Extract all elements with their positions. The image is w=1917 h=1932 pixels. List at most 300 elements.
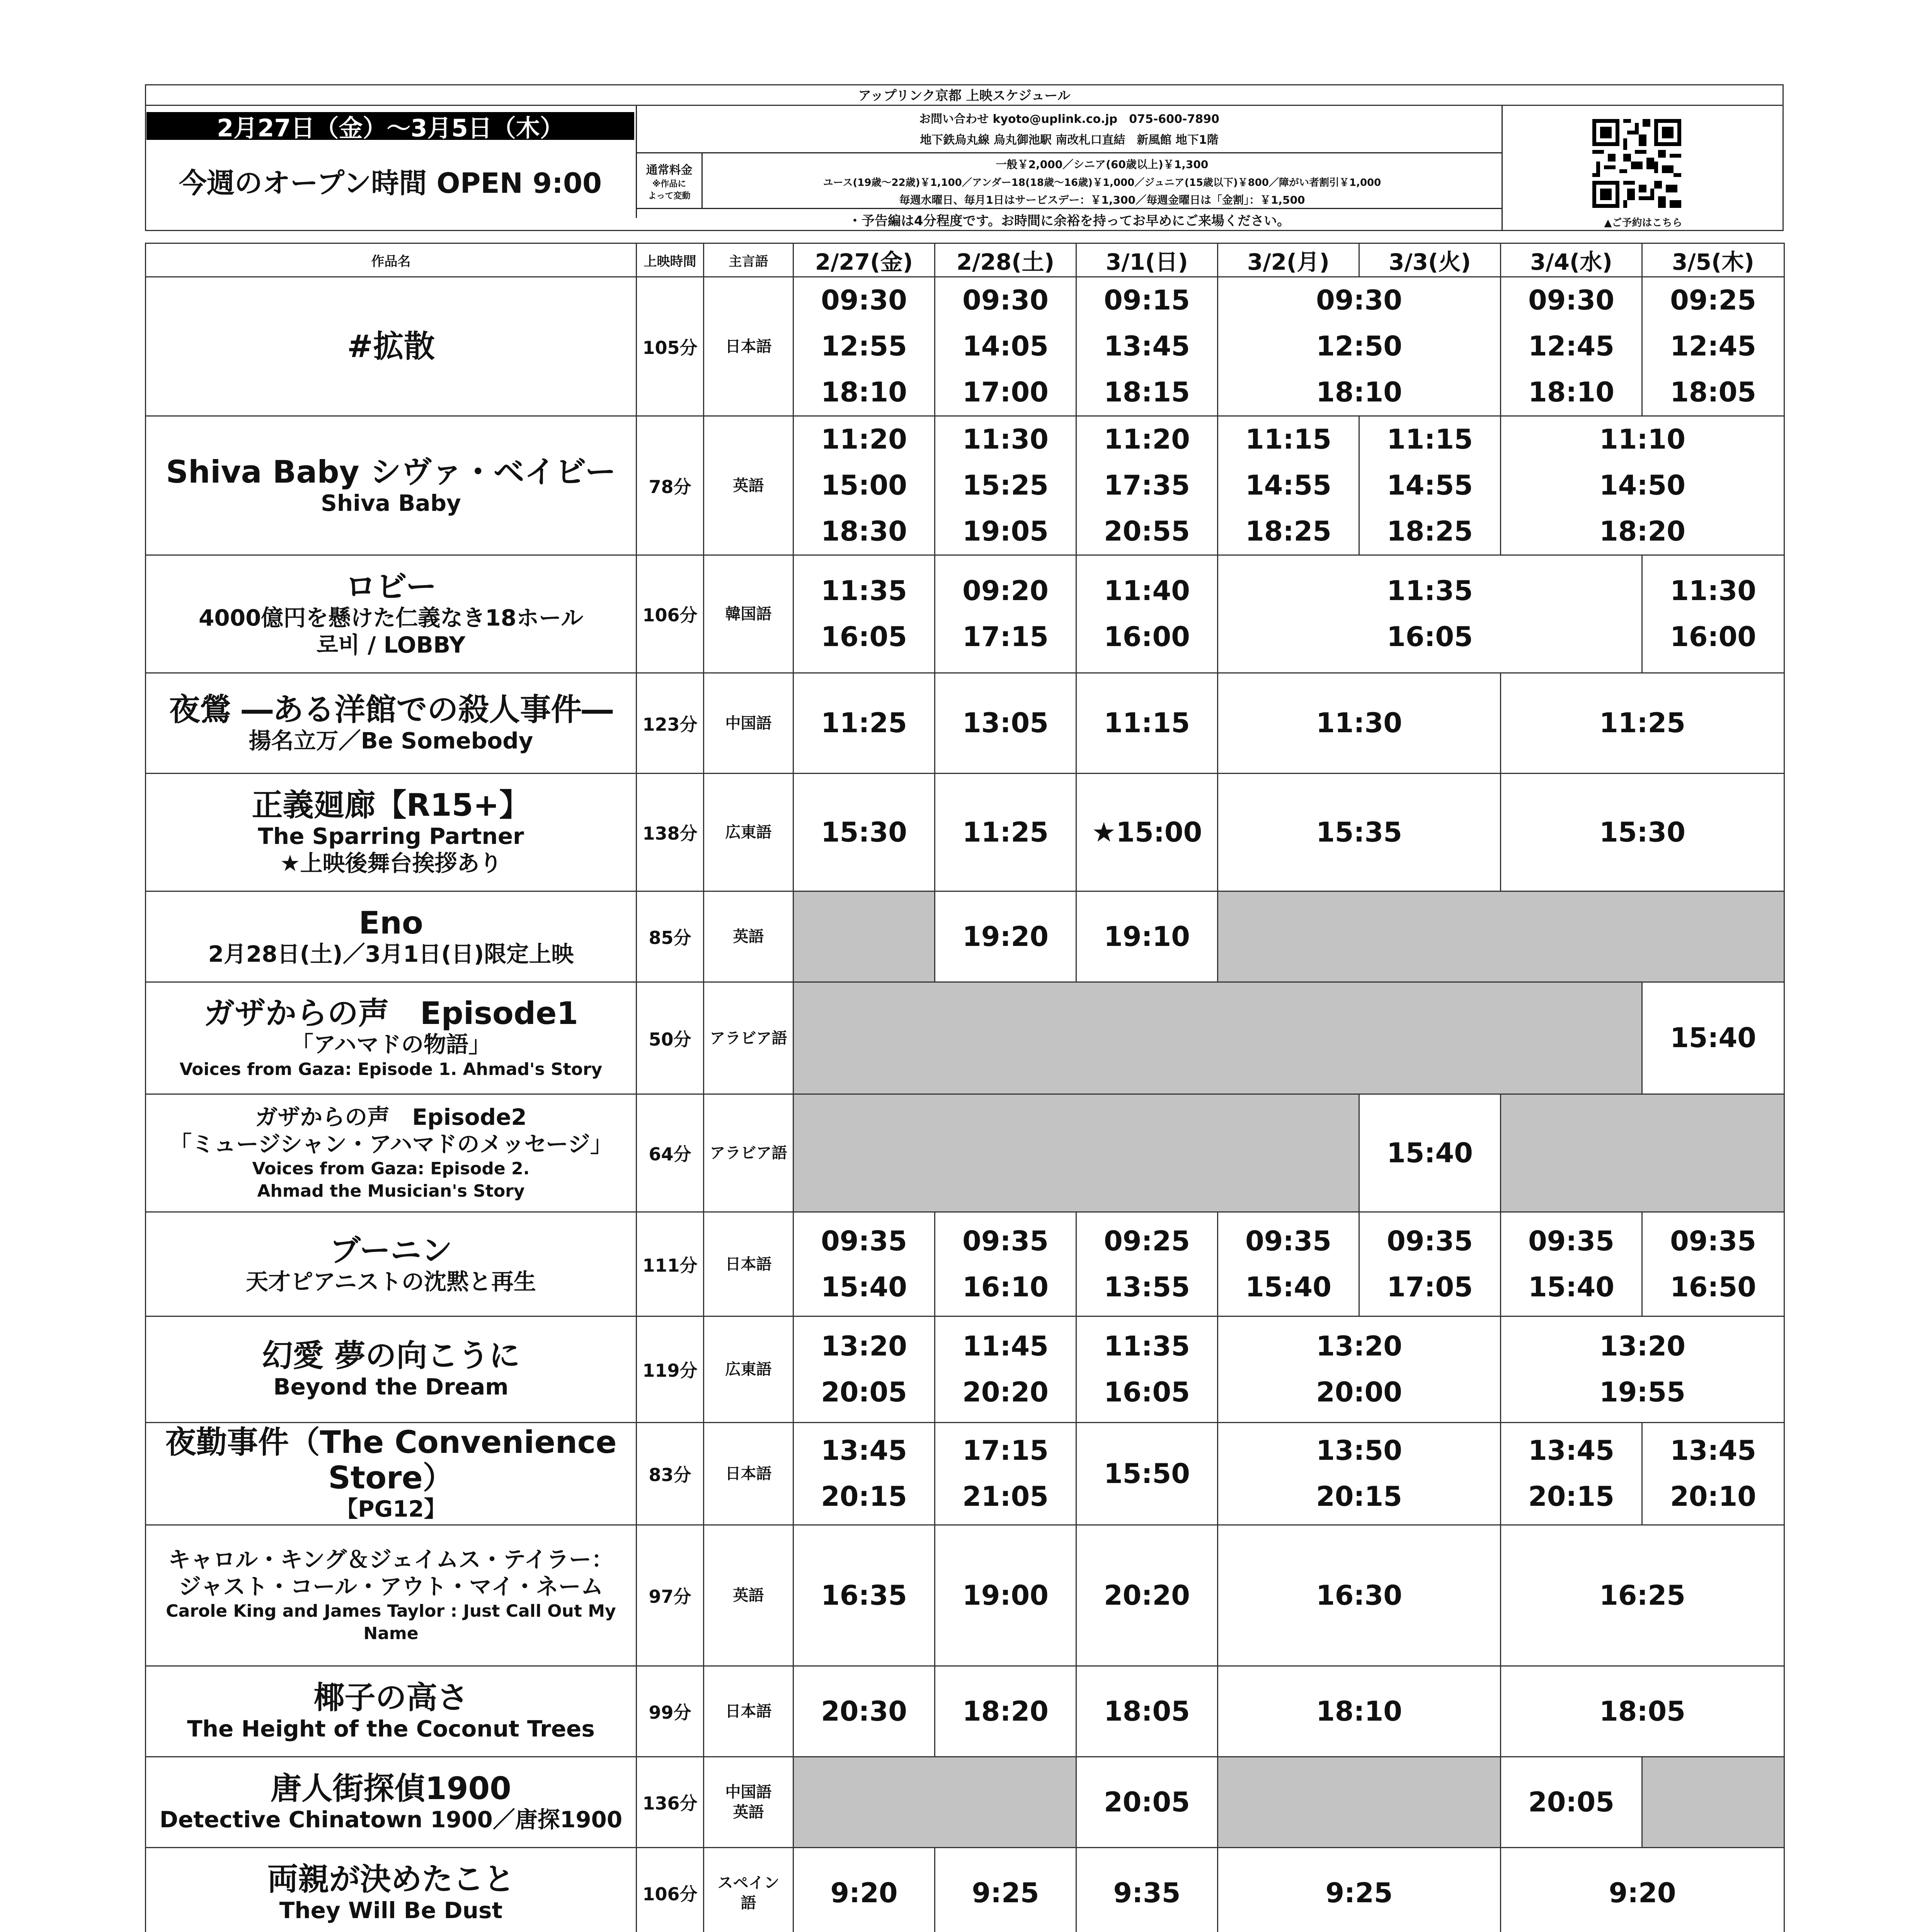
showtime[interactable]: 16:25: [1599, 1579, 1685, 1611]
film-title-line: ガザからの声 Episode2: [255, 1104, 527, 1131]
film-duration: 123分: [637, 673, 704, 774]
showtime[interactable]: 19:20: [962, 920, 1049, 952]
schedule-sheet: [145, 84, 1784, 1932]
showtime[interactable]: 11:40: [1104, 575, 1190, 607]
showtime[interactable]: 20:15: [821, 1481, 907, 1512]
film-row: [146, 1094, 1784, 1212]
showtime[interactable]: 09:30: [962, 284, 1049, 316]
film-row: [146, 1666, 1784, 1757]
showtime-cell: [1501, 774, 1784, 891]
showtime-cell: [935, 1666, 1076, 1757]
showtime-cell: [1218, 555, 1642, 673]
schedule-table: [145, 243, 1785, 1932]
film-row: [146, 982, 1784, 1094]
film-language-line: 日本語: [725, 1255, 772, 1273]
film-language: [704, 1848, 793, 1932]
film-language-line: アラビア語: [710, 1144, 787, 1162]
showtime-cell: [793, 1316, 935, 1423]
col-date-0302: 3/2(月): [1218, 243, 1359, 277]
showtime-cell: [1076, 277, 1218, 416]
film-language: [704, 1094, 793, 1212]
film-title-line: Beyond the Dream: [273, 1374, 509, 1400]
film-title-line: Voices from Gaza: Episode 1. Ahmad's Story: [179, 1059, 603, 1079]
film-language-line: 英語: [733, 1587, 764, 1604]
film-row: [146, 1848, 1784, 1932]
showtime-cell: [1501, 1212, 1642, 1316]
showtime[interactable]: 11:30: [1670, 575, 1756, 607]
film-title-line: ★上映後舞台挨拶あり: [280, 850, 502, 876]
film-language-line: 英語: [733, 928, 764, 946]
showtime[interactable]: 13:55: [1104, 1271, 1190, 1303]
showtime[interactable]: 16:00: [1670, 621, 1756, 653]
film-title-line: 両親が決めたこと: [267, 1861, 515, 1898]
film-language-line: 日本語: [725, 337, 772, 355]
col-date-0304: 3/4(水): [1501, 243, 1642, 277]
showtime[interactable]: 15:30: [821, 816, 907, 848]
showtime[interactable]: 12:50: [1316, 330, 1402, 362]
showtime[interactable]: ★15:00: [1091, 816, 1202, 848]
showtime[interactable]: 9:35: [1113, 1877, 1181, 1909]
showtime[interactable]: 20:55: [1104, 515, 1190, 547]
showtime[interactable]: 16:10: [962, 1271, 1049, 1303]
showtime[interactable]: 20:10: [1670, 1481, 1756, 1512]
showtime[interactable]: 16:05: [1387, 621, 1473, 653]
showtime-cell: [1218, 1525, 1501, 1666]
no-screening-cell: [793, 891, 935, 982]
showtime[interactable]: 16:30: [1316, 1579, 1402, 1611]
showtime[interactable]: 13:20: [1599, 1330, 1685, 1362]
film-title-line: 2月28日(土)／3月1日(日)限定上映: [208, 941, 574, 968]
film-title-cell: [146, 1525, 637, 1666]
film-row: [146, 673, 1784, 774]
showtime-cell: [793, 416, 935, 555]
showtime[interactable]: 9:20: [830, 1877, 898, 1909]
film-language-line: 広東語: [725, 1361, 772, 1378]
film-title-cell: [146, 1757, 637, 1848]
col-date-0228: 2/28(土): [935, 243, 1076, 277]
showtime-cell: [1218, 1212, 1359, 1316]
col-duration: 上映時間: [637, 243, 704, 277]
film-duration: 105分: [637, 277, 704, 416]
showtime[interactable]: 12:45: [1670, 330, 1756, 362]
showtime[interactable]: 18:10: [1316, 376, 1402, 408]
showtime[interactable]: 15:40: [821, 1271, 907, 1303]
price-discounts: ユース(19歳～22歳)￥1,100／アンダー18(18歳～16歳)￥1,000／ジュニア(15歳以下)￥800／障がい者割引￥1,000: [823, 177, 1381, 189]
film-title-cell: [146, 416, 637, 555]
film-row: [146, 416, 1784, 555]
showtime[interactable]: 18:20: [1599, 515, 1685, 547]
showtime[interactable]: 14:50: [1599, 469, 1685, 501]
film-duration: 78分: [637, 416, 704, 555]
showtime[interactable]: 13:20: [821, 1330, 907, 1362]
showtime[interactable]: 19:55: [1599, 1376, 1685, 1408]
showtime[interactable]: 09:20: [962, 575, 1049, 607]
no-screening-cell: [1218, 891, 1784, 982]
price-general: 一般￥2,000／シニア(60歳以上)￥1,300: [996, 158, 1209, 171]
showtime-cell: [1501, 416, 1784, 555]
showtime[interactable]: 09:15: [1104, 284, 1190, 316]
film-title-line: 揚名立万／Be Somebody: [249, 727, 533, 754]
no-screening-cell: [1642, 1757, 1784, 1848]
film-language: [704, 416, 793, 555]
showtime[interactable]: 18:15: [1104, 376, 1190, 408]
film-duration: 64分: [637, 1094, 704, 1212]
showtime-cell: [1642, 277, 1784, 416]
showtime[interactable]: 17:15: [962, 1435, 1049, 1466]
film-duration: 136分: [637, 1757, 704, 1848]
film-duration: 97分: [637, 1525, 704, 1666]
showtime[interactable]: 11:35: [821, 575, 907, 607]
contact-info: お問い合わせ kyoto@uplink.co.jp 075-600-7890: [919, 112, 1219, 126]
showtime-cell: [1218, 673, 1501, 774]
film-duration: 83分: [637, 1423, 704, 1525]
film-language-line: 中国語: [725, 714, 772, 732]
film-language-line: 英語: [733, 1803, 764, 1821]
showtime[interactable]: 11:25: [821, 707, 907, 739]
showtime-cell: [793, 1848, 935, 1932]
showtime-cell: [793, 555, 935, 673]
film-row: [146, 1316, 1784, 1423]
schedule-header: [145, 84, 1784, 231]
showtime-cell: [1218, 774, 1501, 891]
film-title-cell: [146, 1666, 637, 1757]
showtime[interactable]: 12:55: [821, 330, 907, 362]
film-title-line: ガザからの声 Episode1: [203, 995, 579, 1032]
film-row: [146, 555, 1784, 673]
film-title-line: The Sparring Partner: [258, 823, 524, 850]
film-title-cell: [146, 891, 637, 982]
film-language: [704, 277, 793, 416]
showtime-cell: [793, 673, 935, 774]
showtime[interactable]: 09:30: [821, 284, 907, 316]
showtime[interactable]: 18:30: [821, 515, 907, 547]
showtime-cell: [1359, 416, 1501, 555]
column-header-row: [146, 243, 1784, 277]
showtime[interactable]: 11:30: [962, 423, 1049, 455]
showtime[interactable]: 17:00: [962, 376, 1049, 408]
showtime[interactable]: 11:45: [962, 1330, 1049, 1362]
showtime[interactable]: 11:20: [821, 423, 907, 455]
showtime[interactable]: 15:40: [1245, 1271, 1331, 1303]
film-language: [704, 1525, 793, 1666]
film-title-line: Ahmad the Musician's Story: [257, 1181, 525, 1201]
showtime[interactable]: 11:35: [1387, 575, 1473, 607]
showtime-cell: [793, 1423, 935, 1525]
showtime-cell: [935, 774, 1076, 891]
film-title-cell: [146, 1316, 637, 1423]
film-title-line: 夜鶯 ―ある洋館での殺人事件―: [169, 691, 613, 728]
showtime[interactable]: 13:45: [821, 1435, 907, 1466]
showtime[interactable]: 11:30: [1316, 707, 1402, 739]
showtime-cell: [1501, 277, 1642, 416]
showtime[interactable]: 20:30: [821, 1695, 907, 1727]
film-title-cell: [146, 1848, 637, 1932]
showtime[interactable]: 12:45: [1528, 330, 1614, 362]
showtime-cell: [1642, 555, 1784, 673]
trailer-note: ・予告編は4分程度です。お時間に余裕を持ってお早めにご来場ください。: [848, 213, 1290, 229]
showtime-cell: [1076, 1848, 1218, 1932]
qr-caption: ▲ご予約はこちら: [1604, 217, 1682, 229]
film-duration: 99分: [637, 1666, 704, 1757]
showtime[interactable]: 14:55: [1387, 469, 1473, 501]
film-language: [704, 1423, 793, 1525]
film-title-line: 「ミュージシャン・アハマドのメッセージ」: [169, 1131, 613, 1157]
showtime[interactable]: 11:25: [962, 816, 1049, 848]
film-title-line: 【PG12】: [335, 1496, 446, 1522]
showtime-cell: [1501, 1848, 1784, 1932]
film-title-line: Voices from Gaza: Episode 2.: [252, 1159, 530, 1179]
showtime[interactable]: 11:35: [1104, 1330, 1190, 1362]
film-title-line: 椰子の高さ: [313, 1680, 468, 1716]
qr-code-icon[interactable]: [1592, 119, 1681, 208]
showtime-cell: [935, 1848, 1076, 1932]
showtime[interactable]: 18:20: [962, 1695, 1049, 1727]
film-row: [146, 891, 1784, 982]
film-title-line: 「アハマドの物語」: [291, 1031, 491, 1058]
showtime-cell: [935, 891, 1076, 982]
showtime[interactable]: 19:05: [962, 515, 1049, 547]
showtime[interactable]: 20:20: [962, 1376, 1049, 1408]
film-duration: 111分: [637, 1212, 704, 1316]
showtime[interactable]: 13:50: [1316, 1435, 1402, 1466]
film-title-line: 正義廻廊【R15+】: [252, 787, 530, 823]
showtime[interactable]: 09:25: [1670, 284, 1756, 316]
showtime-cell: [1076, 1757, 1218, 1848]
showtime-cell: [1076, 1423, 1218, 1525]
col-language: 主言語: [704, 243, 793, 277]
open-time: 今週のオープン時間 OPEN 9:00: [179, 167, 602, 199]
film-language-line: 広東語: [725, 823, 772, 841]
showtime-cell: [1501, 1423, 1642, 1525]
film-title-cell: [146, 555, 637, 673]
showtime[interactable]: 17:35: [1104, 469, 1190, 501]
col-date-0305: 3/5(木): [1642, 243, 1784, 277]
film-title-line: The Height of the Coconut Trees: [187, 1716, 595, 1742]
film-title-line: 唐人街探偵1900: [271, 1770, 511, 1807]
no-screening-cell: [1501, 1094, 1784, 1212]
showtime-cell: [793, 1212, 935, 1316]
film-title-cell: [146, 1094, 637, 1212]
col-date-0301: 3/1(日): [1076, 243, 1218, 277]
showtime[interactable]: 11:25: [1599, 707, 1685, 739]
showtime-cell: [1218, 1848, 1501, 1932]
showtime[interactable]: 20:05: [821, 1376, 907, 1408]
showtime[interactable]: 15:50: [1104, 1458, 1190, 1490]
showtime-cell: [1076, 1666, 1218, 1757]
film-title-line: ロビー: [345, 569, 437, 605]
showtime-cell: [935, 555, 1076, 673]
film-language: [704, 555, 793, 673]
showtime[interactable]: 11:15: [1245, 423, 1331, 455]
showtime-cell: [1218, 1666, 1501, 1757]
showtime[interactable]: 20:05: [1104, 1786, 1190, 1818]
showtime[interactable]: 17:05: [1387, 1271, 1473, 1303]
film-duration: 85分: [637, 891, 704, 982]
no-screening-cell: [1218, 1757, 1501, 1848]
showtime[interactable]: 20:20: [1104, 1579, 1190, 1611]
sheet-title: アップリンク京都 上映スケジュール: [145, 84, 1784, 106]
showtime-cell: [1642, 1212, 1784, 1316]
showtime[interactable]: 14:55: [1245, 469, 1331, 501]
showtime[interactable]: 15:40: [1670, 1022, 1756, 1054]
film-language: [704, 1757, 793, 1848]
film-duration: 106分: [637, 1848, 704, 1932]
showtime[interactable]: 09:35: [1528, 1225, 1614, 1257]
showtime[interactable]: 18:05: [1670, 376, 1756, 408]
showtime[interactable]: 09:35: [821, 1225, 907, 1257]
showtime-cell: [1501, 1757, 1642, 1848]
showtime[interactable]: 15:30: [1599, 816, 1685, 848]
showtime-cell: [1076, 891, 1218, 982]
showtime[interactable]: 18:25: [1387, 515, 1473, 547]
film-title-line: They Will Be Dust: [279, 1897, 503, 1924]
showtime[interactable]: 9:25: [1325, 1877, 1393, 1909]
showtime[interactable]: 09:30: [1528, 284, 1614, 316]
showtime[interactable]: 09:35: [1245, 1225, 1331, 1257]
film-language-line: スペイン: [717, 1874, 780, 1892]
no-screening-cell: [793, 1094, 1359, 1212]
col-title: 作品名: [146, 243, 637, 277]
showtime[interactable]: 13:05: [962, 707, 1049, 739]
showtime-cell: [793, 1525, 935, 1666]
showtime[interactable]: 15:40: [1528, 1271, 1614, 1303]
film-language: [704, 982, 793, 1094]
film-row: [146, 1423, 1784, 1525]
film-language-line: 英語: [733, 476, 764, 495]
showtime[interactable]: 09:35: [1670, 1225, 1756, 1257]
showtime[interactable]: 15:35: [1316, 816, 1402, 848]
showtime[interactable]: 13:45: [1104, 330, 1190, 362]
showtime[interactable]: 09:35: [962, 1225, 1049, 1257]
film-language: [704, 673, 793, 774]
showtime[interactable]: 18:05: [1599, 1695, 1685, 1727]
film-title-line: ジャスト・コール・アウト・マイ・ネーム: [179, 1573, 603, 1600]
showtime[interactable]: 16:50: [1670, 1271, 1756, 1303]
showtime[interactable]: 16:05: [821, 621, 907, 653]
showtime[interactable]: 9:25: [972, 1877, 1039, 1909]
film-row: [146, 1525, 1784, 1666]
film-title-line: Carole King and James Taylor : Just Call Out My Name: [166, 1601, 616, 1643]
showtime[interactable]: 11:15: [1104, 707, 1190, 739]
showtime[interactable]: 14:05: [962, 330, 1049, 362]
film-language: [704, 1666, 793, 1757]
showtime[interactable]: 20:15: [1528, 1481, 1614, 1512]
showtime-cell: [1642, 1423, 1784, 1525]
film-language: [704, 1212, 793, 1316]
film-row: [146, 774, 1784, 891]
showtime[interactable]: 19:10: [1104, 920, 1190, 952]
film-title-line: 4000億円を懸けた仁義なき18ホール: [199, 605, 583, 631]
film-language-line: 語: [741, 1894, 756, 1912]
showtime-cell: [1076, 416, 1218, 555]
film-title-line: 로비 / LOBBY: [316, 632, 466, 658]
col-date-0303: 3/3(火): [1359, 243, 1501, 277]
showtime-cell: [935, 1316, 1076, 1423]
no-screening-cell: [793, 982, 1642, 1094]
film-duration: 50分: [637, 982, 704, 1094]
film-duration: 119分: [637, 1316, 704, 1423]
film-title-line: Shiva Baby: [321, 490, 461, 516]
showtime[interactable]: 18:10: [821, 376, 907, 408]
showtime[interactable]: 09:35: [1387, 1225, 1473, 1257]
film-language-line: 中国語: [725, 1783, 772, 1801]
film-duration: 138分: [637, 774, 704, 891]
showtime[interactable]: 09:30: [1316, 284, 1402, 316]
film-title-line: Shiva Baby シヴァ・ベイビー: [166, 454, 616, 490]
showtime-cell: [1218, 416, 1359, 555]
showtime[interactable]: 20:00: [1316, 1376, 1402, 1408]
film-language-line: 日本語: [725, 1702, 772, 1720]
showtime-cell: [1076, 1212, 1218, 1316]
film-duration: 106分: [637, 555, 704, 673]
showtime[interactable]: 19:00: [962, 1579, 1049, 1611]
film-title-cell: [146, 774, 637, 891]
showtime[interactable]: 17:15: [962, 621, 1049, 653]
showtime-cell: [1218, 1316, 1501, 1423]
film-title-cell: [146, 982, 637, 1094]
showtime[interactable]: 13:45: [1528, 1435, 1614, 1466]
showtime-cell: [1076, 1525, 1218, 1666]
showtime[interactable]: 20:05: [1528, 1786, 1614, 1818]
showtime-cell: [793, 774, 935, 891]
showtime[interactable]: 18:10: [1528, 376, 1614, 408]
showtime-cell: [935, 416, 1076, 555]
showtime-cell: [1501, 1525, 1784, 1666]
showtime[interactable]: 11:20: [1104, 423, 1190, 455]
film-language: [704, 1316, 793, 1423]
showtime[interactable]: 18:10: [1316, 1695, 1402, 1727]
showtime[interactable]: 20:15: [1316, 1481, 1402, 1512]
film-title-cell: [146, 1423, 637, 1525]
showtime-cell: [1218, 277, 1501, 416]
showtime[interactable]: 11:15: [1387, 423, 1473, 455]
showtime-cell: [935, 277, 1076, 416]
showtime[interactable]: 18:25: [1245, 515, 1331, 547]
showtime[interactable]: 13:45: [1670, 1435, 1756, 1466]
showtime-cell: [935, 1212, 1076, 1316]
film-language-line: 日本語: [725, 1465, 772, 1483]
showtime-cell: [793, 277, 935, 416]
showtime-cell: [1501, 673, 1784, 774]
price-label: 通常料金 ※作品に よって変動: [646, 163, 693, 201]
showtime[interactable]: 9:20: [1609, 1877, 1676, 1909]
showtime[interactable]: 16:00: [1104, 621, 1190, 653]
showtime[interactable]: 16:05: [1104, 1376, 1190, 1408]
film-title-cell: [146, 277, 637, 416]
showtime[interactable]: 11:10: [1599, 423, 1685, 455]
film-title-cell: [146, 673, 637, 774]
showtime-cell: [1076, 774, 1218, 891]
film-language: [704, 891, 793, 982]
showtime-cell: [1359, 1094, 1501, 1212]
film-title-line: Eno: [359, 905, 423, 941]
showtime[interactable]: 15:00: [821, 469, 907, 501]
film-title-line: Detective Chinatown 1900／唐探1900: [159, 1806, 623, 1833]
film-title-cell: [146, 1212, 637, 1316]
showtime[interactable]: 15:40: [1387, 1137, 1473, 1169]
film-title-line: 幻愛 夢の向こうに: [262, 1338, 520, 1374]
film-language-line: 韓国語: [725, 605, 772, 623]
showtime[interactable]: 21:05: [962, 1481, 1049, 1512]
showtime[interactable]: 15:25: [962, 469, 1049, 501]
showtime[interactable]: 09:25: [1104, 1225, 1190, 1257]
showtime[interactable]: 18:05: [1104, 1695, 1190, 1727]
showtime-cell: [1076, 1316, 1218, 1423]
showtime[interactable]: 13:20: [1316, 1330, 1402, 1362]
showtime[interactable]: 16:35: [821, 1579, 907, 1611]
film-row: [146, 1757, 1784, 1848]
film-title-line: 天才ピアニストの沈黙と再生: [245, 1268, 536, 1295]
